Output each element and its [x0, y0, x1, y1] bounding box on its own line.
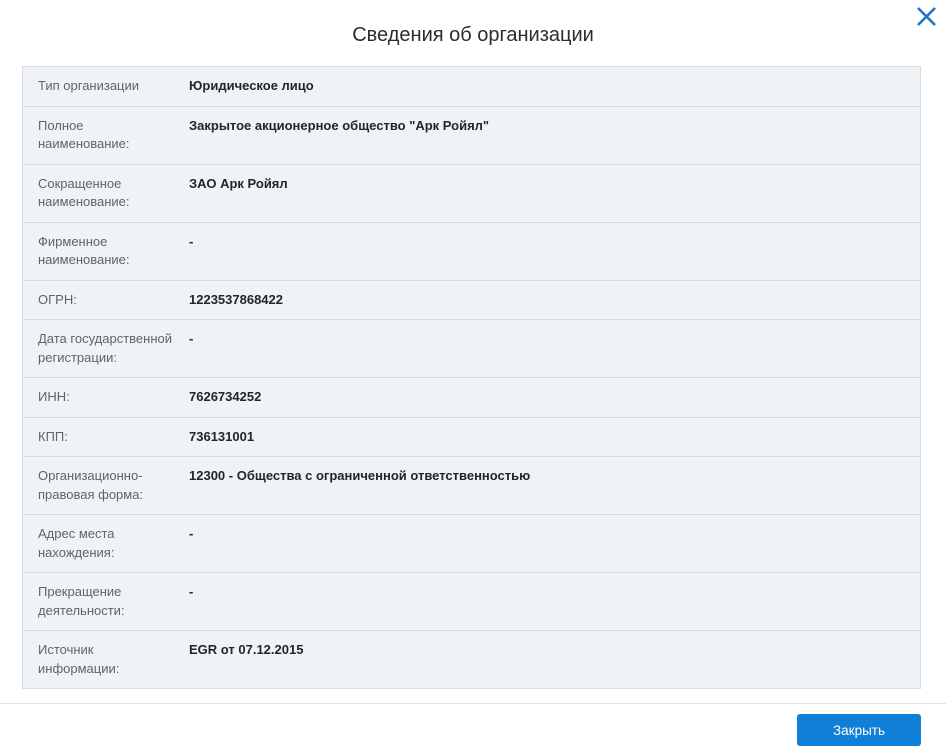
row-label: Сокращенное наименование: — [38, 175, 130, 209]
row-value: Закрытое акционерное общество "Арк Ройял" — [189, 117, 490, 133]
table-row-ogrn — [23, 281, 920, 321]
row-label: Организационно-правовая форма: — [38, 468, 144, 502]
row-value: - — [189, 526, 194, 541]
close-button[interactable]: Закрыть — [797, 714, 921, 746]
row-value: EGR от 07.12.2015 — [189, 642, 304, 657]
table-row-short-name — [23, 165, 920, 223]
row-value: 1223537868422 — [189, 291, 283, 307]
row-label: Источник информации: — [38, 642, 120, 676]
table-row-inn — [23, 378, 920, 418]
row-value: Юридическое лицо — [189, 78, 314, 93]
row-label: ОГРН: — [38, 291, 77, 307]
close-icon[interactable] — [914, 4, 938, 28]
row-label: Дата государственной регистрации: — [38, 331, 172, 365]
org-details-table — [22, 66, 921, 689]
table-row-termination — [23, 573, 920, 631]
table-row-org-type — [23, 67, 920, 107]
row-value: ЗАО Арк Ройял — [189, 175, 288, 191]
modal-title: Сведения об организации — [352, 24, 594, 46]
row-value: - — [189, 331, 194, 346]
table-row-brand-name — [23, 223, 920, 281]
table-row-kpp — [23, 418, 920, 458]
row-label: Тип организации — [38, 78, 140, 93]
row-value: - — [189, 233, 194, 249]
row-label: КПП: — [38, 428, 68, 444]
row-value: 7626734252 — [189, 389, 262, 404]
row-value: - — [189, 584, 194, 599]
row-value: 12300 - Общества с ограниченной ответственностью — [189, 468, 531, 483]
row-label: Адрес места нахождения: — [38, 526, 115, 560]
x-icon-glyph — [916, 6, 937, 27]
row-label: Полное наименование: — [38, 117, 130, 151]
row-label: ИНН: — [38, 389, 70, 404]
table-row-address — [23, 515, 920, 573]
table-row-full-name — [23, 107, 920, 165]
table-row-registration-date — [23, 320, 920, 378]
table-row-info-source — [23, 631, 920, 688]
row-label: Прекращение деятельности: — [38, 584, 125, 618]
table-row-legal-form — [23, 457, 920, 515]
modal-footer — [22, 714, 921, 746]
row-value: 736131001 — [189, 428, 255, 444]
row-label: Фирменное наименование: — [38, 233, 130, 267]
